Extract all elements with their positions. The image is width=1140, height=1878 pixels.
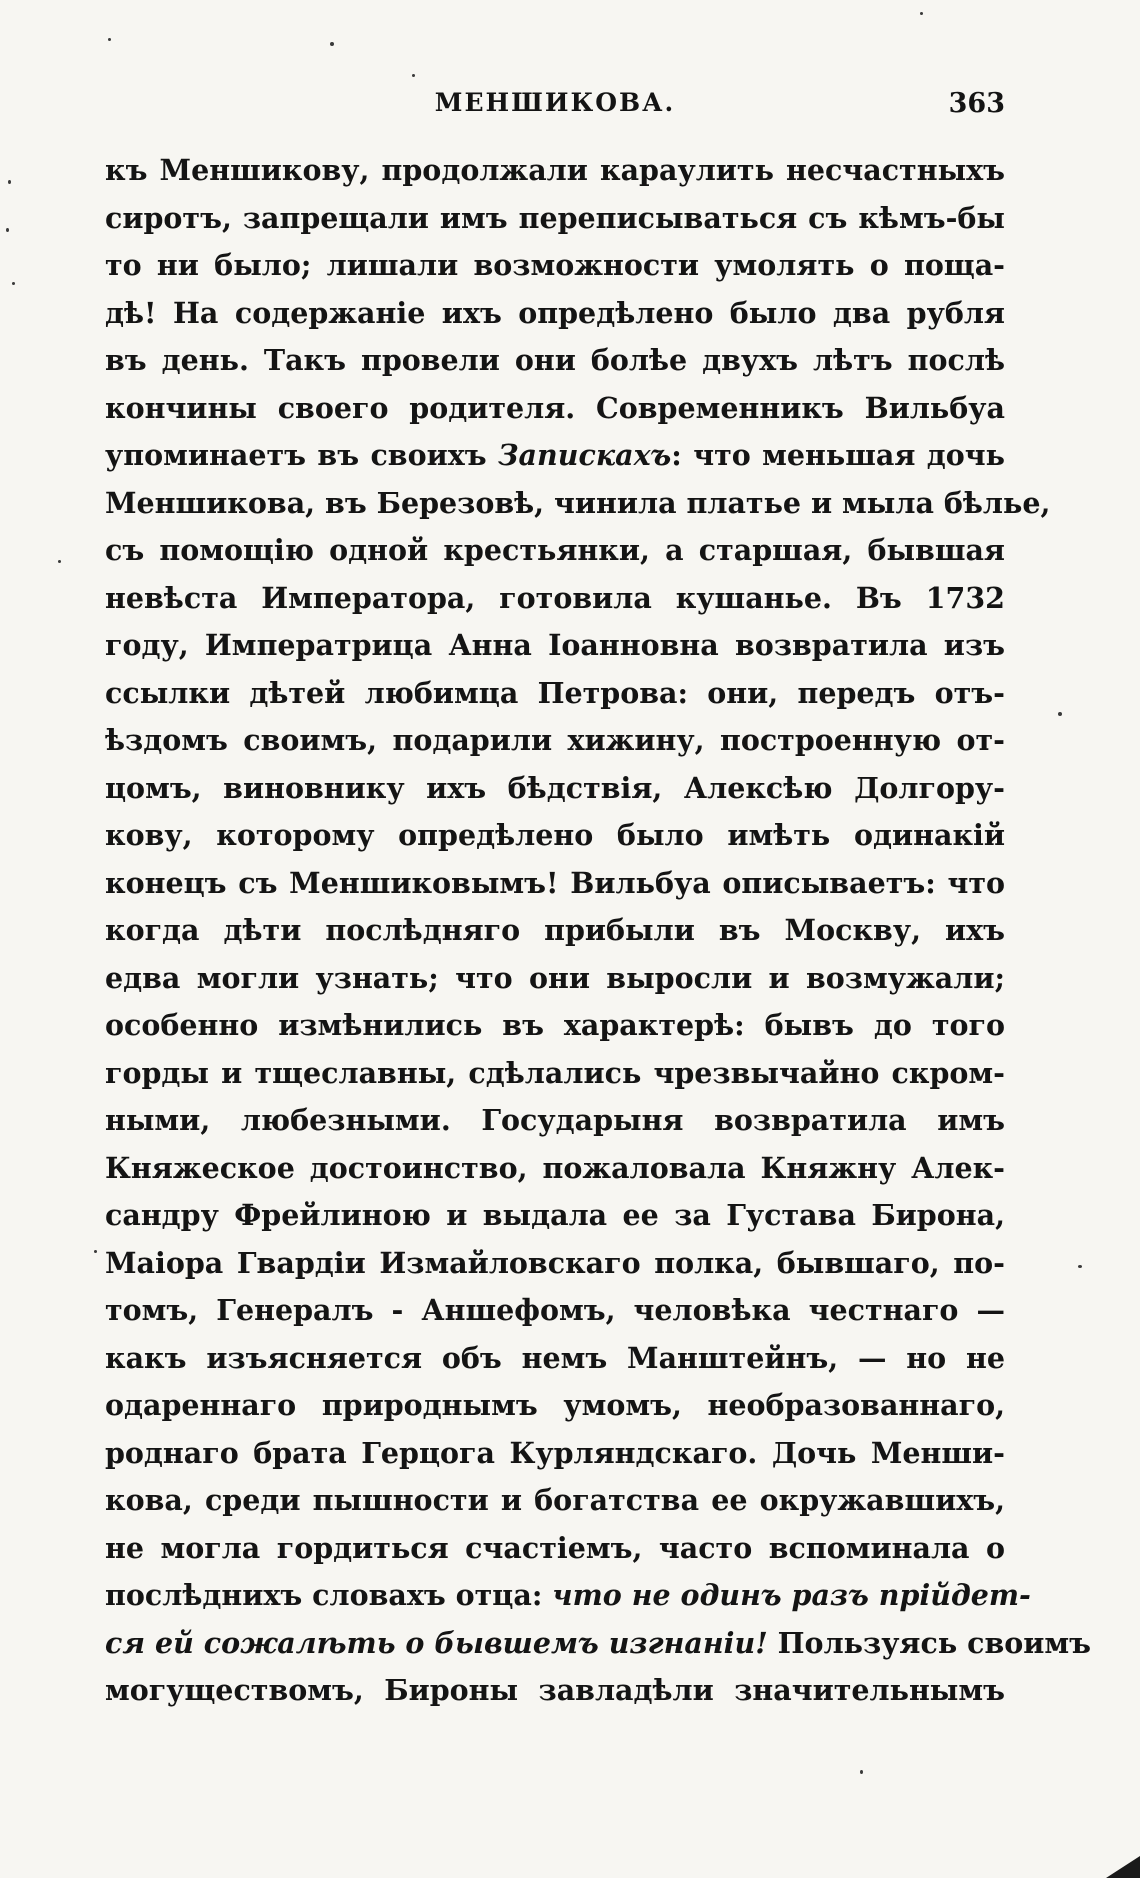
text-line: когда дѣти послѣдняго прибыли въ Москву, ихъ (105, 913, 1005, 947)
body-text (105, 147, 1092, 1715)
text-line: кову, которому опредѣлено было имѣть одинакій (105, 818, 1005, 852)
text-segment: упоминаетъ въ своихъ (105, 438, 498, 472)
text-line: едва могли узнать; что они выросли и возмужали; (105, 960, 1005, 995)
scan-corner-mark (1106, 1856, 1140, 1878)
text-line: какъ изъясняется объ немъ Манштейнъ, — но не (105, 1340, 1005, 1375)
text-line (105, 432, 1005, 480)
page-number: 363 (948, 88, 1005, 119)
text-line: кова, среди пышности и богатства ее окружавшихъ, (105, 1483, 1005, 1517)
text-line: дѣ! На содержаніе ихъ опредѣлено было два рубля (105, 295, 1005, 330)
text-line (105, 1572, 1031, 1620)
scan-speck (108, 38, 111, 41)
scan-speck (412, 74, 415, 77)
scan-speck (1078, 1265, 1082, 1268)
text-line: Меншикова, въ Березовѣ, чинила платье и мыла бѣлье, (105, 485, 1051, 520)
text-line (105, 1620, 1092, 1668)
text-line: съ помощію одной крестьянки, а старшая, бывшая (105, 533, 1005, 567)
text-line: особенно измѣнились въ характерѣ: бывъ до того (105, 1008, 1005, 1042)
text-line: томъ, Генералъ - Аншефомъ, человѣка честнаго — (105, 1293, 1005, 1327)
text-segment: : что меньшая дочь (671, 438, 1005, 472)
text-line: году, Императрица Анна Іоанновна возвратила изъ (105, 628, 1005, 662)
italic-segment: что не одинъ разъ прійдет- (552, 1578, 1031, 1612)
running-title: МЕНШИКОВА. (434, 88, 676, 117)
text-line: одареннаго природнымъ умомъ, необразованнаго, (105, 1388, 1005, 1422)
text-line: сандру Фрейлиною и выдала ее за Густава Бирона, (105, 1198, 1005, 1232)
italic-segment: ся ей сожалѣть о бывшемъ изгнаніи! (105, 1625, 768, 1660)
text-line: кончины своего родителя. Современникъ Вильбуа (105, 390, 1005, 425)
text-line: въ день. Такъ провели они болѣе двухъ лѣтъ послѣ (105, 343, 1005, 377)
text-line: Маіора Гвардіи Измайловскаго полка, бывшаго, по- (105, 1245, 1005, 1280)
text-line: сиротъ, запрещали имъ переписываться съ кѣмъ-бы (105, 200, 1005, 235)
text-line: роднаго брата Герцога Курляндскаго. Дочь Менши- (105, 1435, 1005, 1470)
text-line: не могла гордиться счастіемъ, часто вспоминала о (105, 1530, 1005, 1565)
italic-segment: Запискахъ (498, 438, 672, 472)
scan-speck (330, 42, 334, 46)
text-segment: послѣднихъ словахъ отца: (105, 1578, 553, 1612)
scan-speck (1058, 712, 1062, 716)
text-segment: Пользуясь своимъ (767, 1625, 1092, 1660)
text-line: ссылки дѣтей любимца Петрова: они, передъ отъ- (105, 675, 1005, 710)
text-line: невѣста Императора, готовила кушанье. Въ 1732 (105, 580, 1005, 615)
scan-speck (920, 12, 923, 15)
text-line: къ Меншикову, продолжали караулить несчастныхъ (105, 153, 1005, 187)
text-line: конецъ съ Меншиковымъ! Вильбуа описываетъ: что (105, 865, 1005, 900)
text-line: горды и тщеславны, сдѣлались чрезвычайно скром- (105, 1055, 1005, 1090)
text-line: могуществомъ, Бироны завладѣли значительнымъ (105, 1673, 1005, 1707)
scan-speck (6, 228, 9, 232)
scan-speck (94, 1250, 97, 1253)
text-line: цомъ, виновнику ихъ бѣдствія, Алексѣю Долгору- (105, 770, 1005, 805)
running-head (105, 88, 1005, 128)
text-line: Княжеское достоинство, пожаловала Княжну Алек- (105, 1150, 1005, 1185)
scan-speck (860, 1770, 863, 1774)
text-line: ными, любезными. Государыня возвратила имъ (105, 1103, 1005, 1137)
scan-speck (12, 282, 15, 285)
text-line: то ни было; лишали возможности умолять о поща- (105, 248, 1005, 282)
scan-speck (8, 180, 11, 184)
text-line: ѣздомъ своимъ, подарили хижину, построенную от- (105, 723, 1005, 757)
scan-speck (58, 560, 61, 563)
